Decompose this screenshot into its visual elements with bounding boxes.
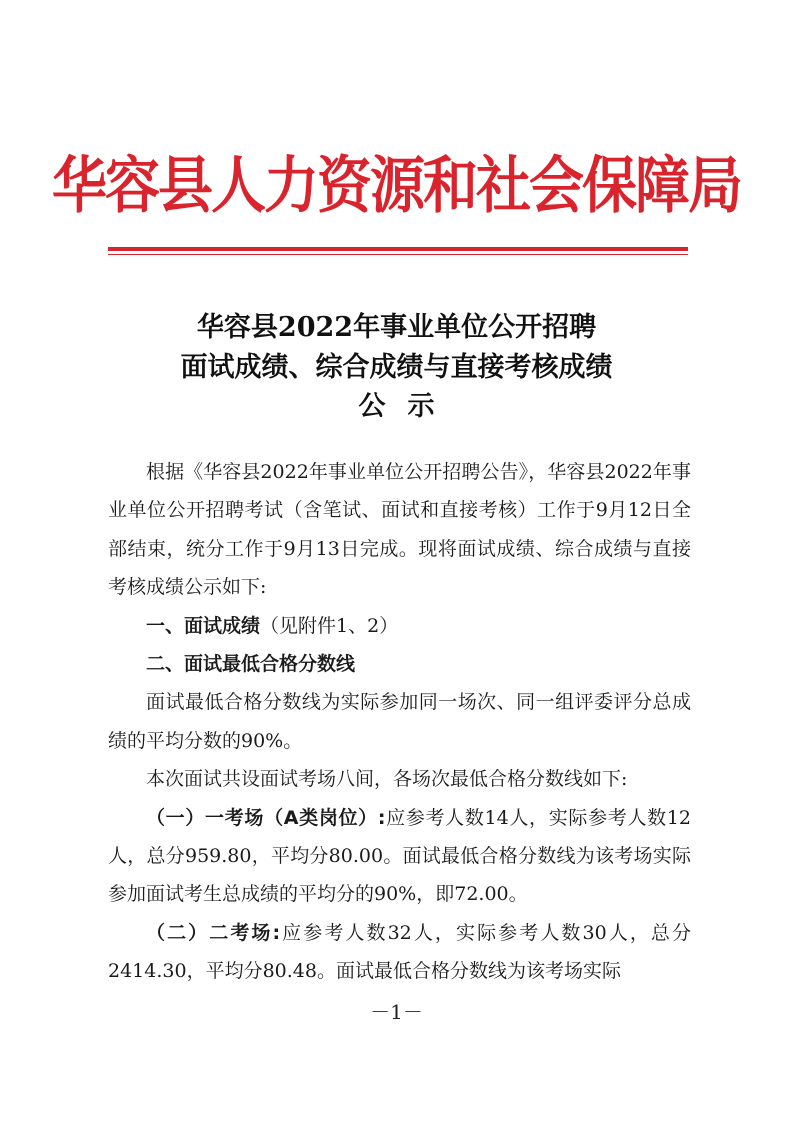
room-1-heading: （一）一考场（A类岗位）: <box>146 806 386 829</box>
room-2-paragraph <box>108 914 691 991</box>
letterhead-title: 华容县人力资源和社会保障局 <box>51 149 741 221</box>
paragraph-room-count: 本次面试共设面试考场八间，各场次最低合格分数线如下: <box>146 768 628 791</box>
room-2-text: 应参考人数32人，实际参考人数30人，总分2414.30，平均分80.48。面试最低合格分数线为该考场实际 <box>108 921 691 983</box>
document-title-line-3: 公示 <box>358 391 457 422</box>
page-number: －1－ <box>370 1000 423 1024</box>
room-1-paragraph <box>108 799 691 914</box>
paragraph-min-score-rule: 面试最低合格分数线为实际参加同一场次、同一组评委评分总成绩的平均分数的90%。 <box>108 691 691 752</box>
document-body <box>108 453 691 991</box>
section-1 <box>108 607 691 645</box>
letterhead-rule-thin <box>108 254 688 255</box>
paragraph-intro: 根据《华容县2022年事业单位公开招聘公告》，华容县2022年事业单位公开招聘考试（含笔试、面试和直接考核）工作于9月12日全部结束，统分工作于9月13日完成。现将面试成绩、综合成绩与直接考核成绩公示如下: <box>108 461 691 599</box>
section-1-note: （见附件1、2） <box>260 614 399 637</box>
document-title-line-1: 华容县2022年事业单位公开招聘 <box>196 312 597 343</box>
letterhead-rule-thick <box>108 247 688 251</box>
section-1-heading: 一、面试成绩 <box>146 614 261 637</box>
document-title-line-2: 面试成绩、综合成绩与直接考核成绩 <box>180 352 613 383</box>
section-2-heading: 二、面试最低合格分数线 <box>146 653 356 676</box>
room-1-text: 应参考人数14人，实际参考人数12人，总分959.80，平均分80.00。面试最低合格分数线为该考场实际参加面试考生总成绩的平均分的90%，即72.00。 <box>108 806 691 906</box>
room-2-heading: （二）二考场: <box>146 921 281 944</box>
